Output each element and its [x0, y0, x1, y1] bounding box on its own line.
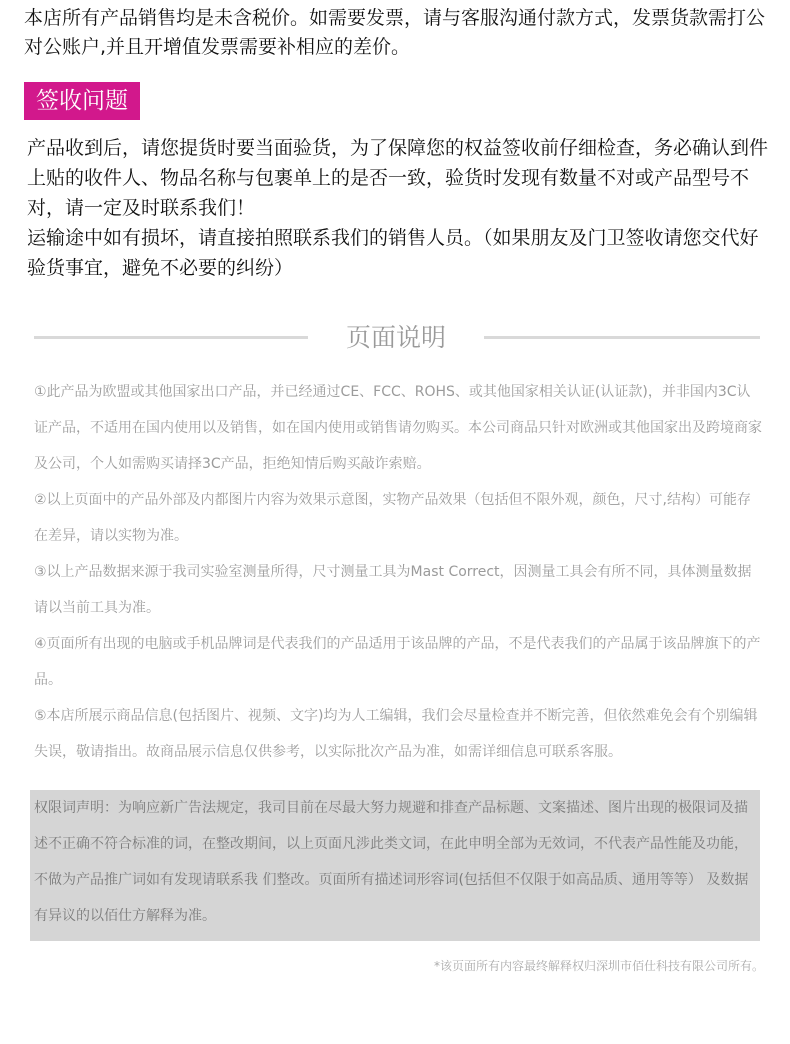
- divider-line-left: [34, 336, 308, 339]
- footer-note: *该页面所有内容最终解释权归深圳市佰仕科技有限公司所有。: [433, 959, 764, 973]
- note-measurement: ③以上产品数据来源于我司实验室测量所得，尺寸测量工具为Mast Correct，因测量工具会有所不同，具体测量数据请以当前工具为准。: [34, 564, 752, 616]
- note-brand-words: ④页面所有出现的电脑或手机品牌词是代表我们的产品适用于该品牌的产品，不是代表我们的产品属于该品牌旗下的产品。: [34, 636, 761, 688]
- sign-paragraph-inspection: 产品收到后，请您提货时要当面验货，为了保障您的权益签收前仔细检查，务必确认到件上贴的收件人、物品名称与包裹单上的是否一致，验货时发现有数量不对或产品型号不对，请一定及时联系我们！: [27, 137, 769, 219]
- divider-line-right: [484, 336, 760, 339]
- note-certification: ①此产品为欧盟或其他国家出口产品，并已经通过CE、FCC、ROHS、或其他国家相关认证(认证款)，并非国内3C认证产品，不适用在国内使用以及销售，如在国内使用或销售请勿购买。本公司商品只针对欧洲或其他国家出及跨境商家及公司，个人如需购买请择3C产品，拒绝知情后购买敲诈索赔。: [34, 384, 762, 472]
- page-notes-list: [34, 374, 764, 770]
- sign-paragraph-damage: 运输途中如有损坏，请直接拍照联系我们的销售人员。（如果朋友及门卫签收请您交代好验货事宜，避免不必要的纠纷）: [27, 227, 759, 279]
- disclaimer-box: [30, 790, 760, 941]
- sign-section-title: 签收问题: [24, 82, 140, 120]
- page-notes-title: 页面说明: [345, 323, 446, 352]
- invoice-notice: 本店所有产品销售均是未含税价。如需要发票，请与客服沟通付款方式，发票货款需打公对公账户,并且开增值发票需要补相应的差价。: [24, 7, 766, 58]
- disclaimer-text: 权限词声明：为响应新广告法规定，我司目前在尽最大努力规避和排查产品标题、文案描述、图片出现的极限词及描述不正确不符合标准的词，在整改期间，以上页面凡涉此类文词，在此申明全部为无效词，不代表产品性能及功能， 不做为产品推广词如有发现请联系我 们整改。页面所有描述词形容词(包括但不仅限于如高品质、通用等等） 及数据有异议的以佰仕方解释为准。: [34, 800, 749, 924]
- note-images: ②以上页面中的产品外部及内都图片内容为效果示意图，实物产品效果（包括但不限外观，颜色，尺寸,结构）可能存在差异，请以实物为准。: [34, 492, 751, 544]
- page-notes-header: [34, 318, 760, 358]
- sign-section-body: [27, 133, 772, 283]
- note-editing: ⑤本店所展示商品信息(包括图片、视频、文字)均为人工编辑，我们会尽量检查并不断完善，但依然难免会有个别编辑失误，敬请指出。故商品展示信息仅供参考，以实际批次产品为准，如需详细信息可联系客服。: [34, 708, 758, 760]
